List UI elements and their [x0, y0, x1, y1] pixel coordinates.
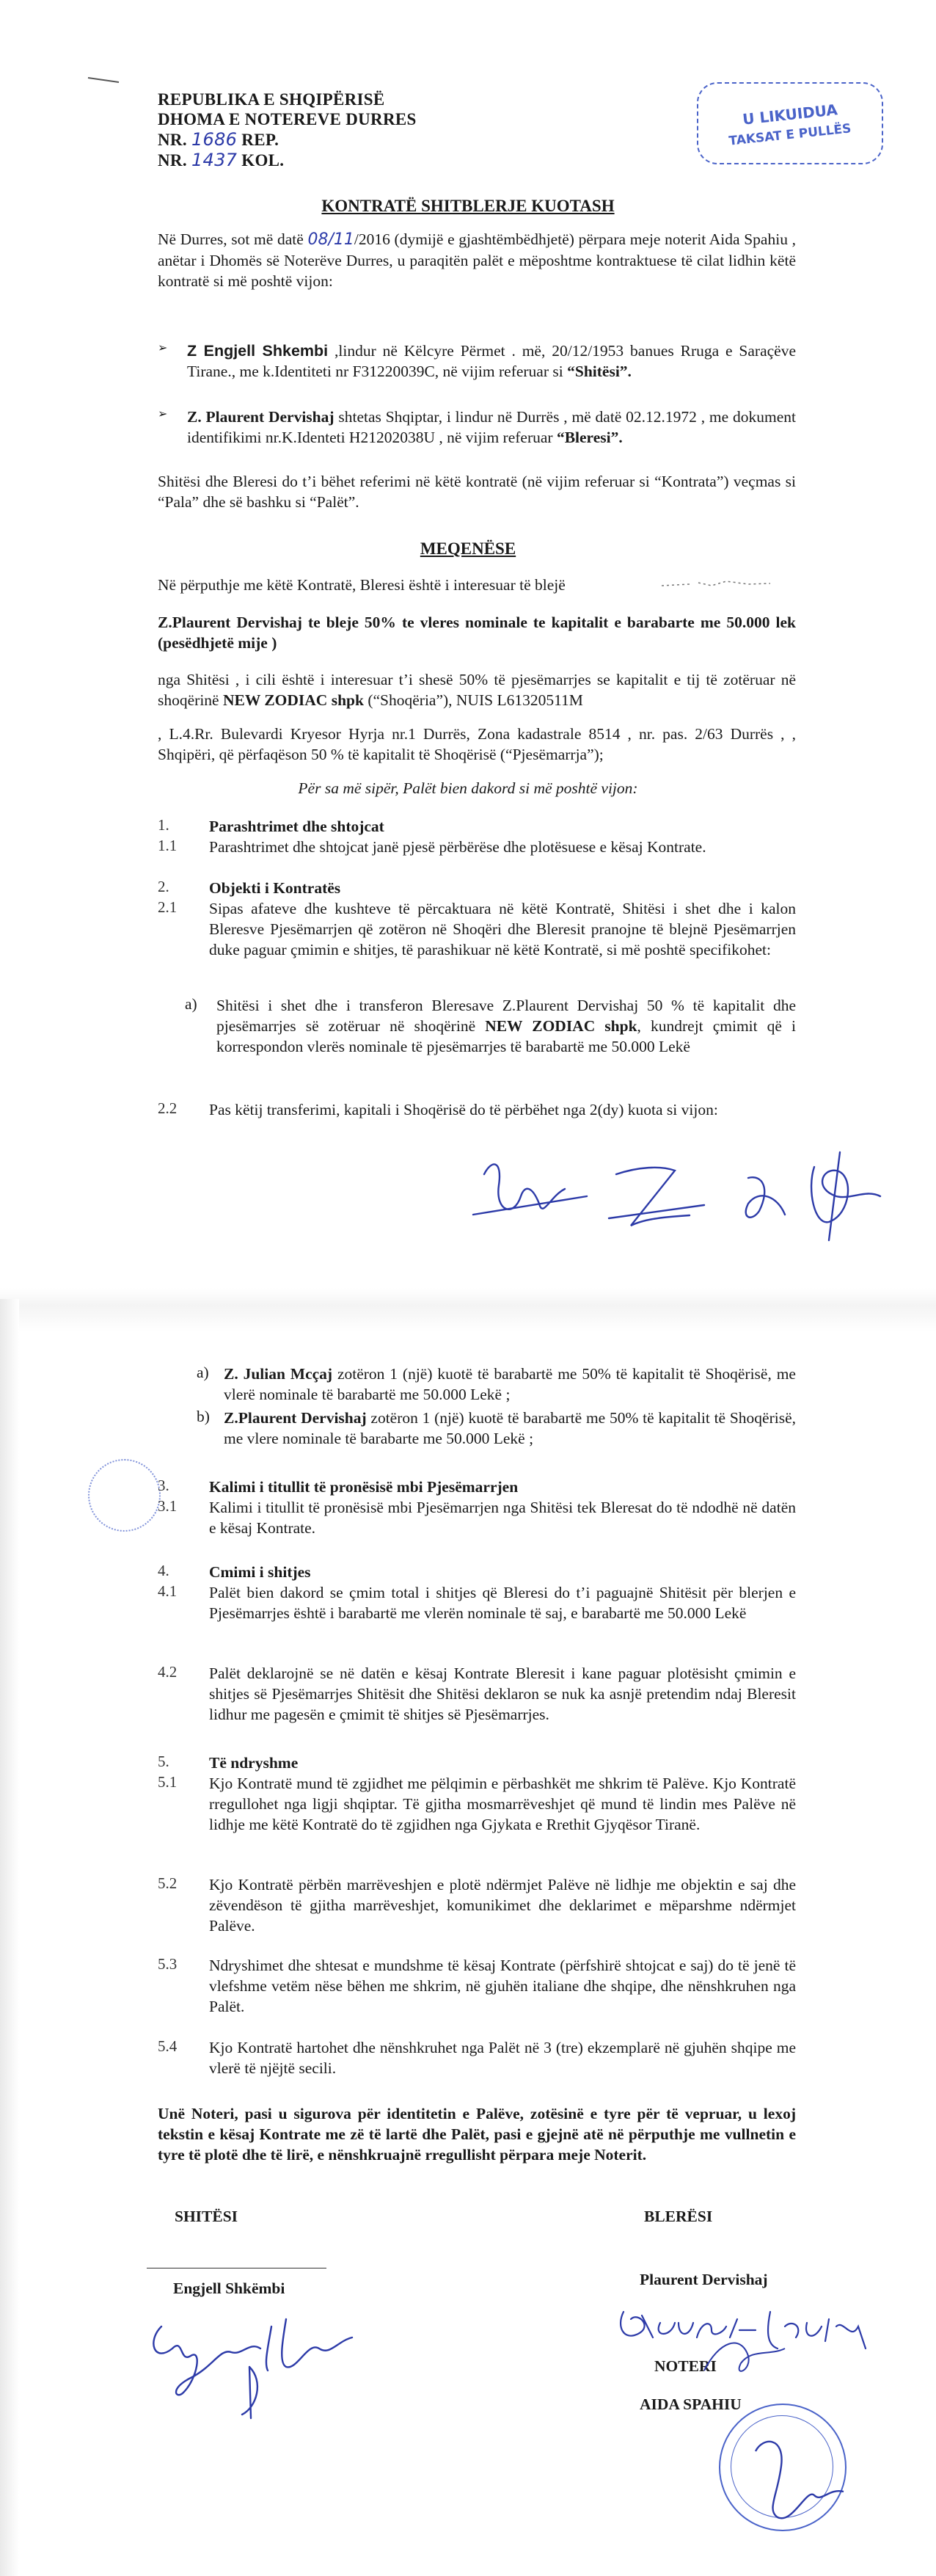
agreement-line: Për sa më sipër, Palët bien dakord si më poshtë vijon:	[298, 779, 638, 797]
whereas-p4: , L.4.Rr. Bulevardi Kryesor Hyrja nr.1 Durrës, Zona kadastrale 8514 , nr. pas. 2/63 Durrës , , Shqipëri, që përfaqëson 50 % të kapitalit të Shoqërisë (“Pjesëmarrja”);	[158, 725, 796, 763]
seller-signature	[139, 2297, 389, 2422]
item-a-text: Shitësi i shet dhe i transferon Bleresave Z.Plaurent Dervishaj 50 % të kapitalit dhe pjesëmarrjes së zotëruar në shoqërinë NEW ZODIAC shpk, kundrejt çmimit që i korrespondon vlerës nominale të pjesëmarrjes të barabartë me 50.000 Lekë	[216, 997, 797, 1055]
subsection-number: 3.1	[158, 1497, 178, 1515]
scribble-mark	[660, 577, 778, 592]
quota-julian: Z. Julian Mcçaj zotëron 1 (një) kuotë të barabartë me 50% të kapitalit të Shoqërisë, me vlerë nominale të barabartë me 50.000 Lekë ;	[224, 1365, 796, 1403]
section-number: 3.	[158, 1477, 169, 1494]
kol-number-handwritten: 1437	[191, 150, 238, 170]
pen-mark	[87, 73, 123, 85]
signature-mark	[609, 1205, 704, 1218]
header-kol-number: NR. 1437 KOL.	[158, 150, 285, 170]
section-title: Cmimi i shitjes	[209, 1563, 311, 1581]
section-2-2-text: Pas këtij transferimi, kapitali i Shoqërisë do të përbëhet nga 2(dy) kuota si vijon:	[209, 1101, 718, 1118]
section-text: Kjo Kontratë mund të zgjidhet me pëlqimin e përbashkët me shkrim të Palëve. Kjo Kontratë rregullohet nga ligji shqiptar. Të gjitha mosmarrëveshjet që mund të lindin mes Palëve në lidhje me këtë Kontratë do të zgjidhen nga Gjykata e Rrethit Gjyqësor Tiranë.	[209, 1775, 796, 1833]
section-text: Sipas afateve dhe kushteve të përcaktuara në këtë Kontratë, Shitësi i shet dhe i kalon Bleresve Pjesëmarrjen që zotëron në Shoqëri dhe Bleresit pranojne të blejnë Pjesëmarrjen duke paguar çmimin e shitjes, të parashikuar në këtë Kontratë, si më poshtë specifikohet:	[209, 900, 796, 958]
section-text: Parashtrimet dhe shtojcat janë pjesë përbërëse dhe plotësuese e kësaj Kontrate.	[209, 838, 706, 856]
notary-label: NOTERI	[654, 2357, 717, 2375]
notary-seal-signature	[741, 2429, 858, 2539]
signature-mark	[811, 1167, 880, 1222]
subsection-number: 5.2	[158, 1874, 178, 1892]
section-number: 4.	[158, 1562, 169, 1579]
quota-plaurent: Z.Plaurent Dervishaj zotëron 1 (një) kuotë të barabartë me 50% të kapitalit të Shoqërisë, me vlere nominale të barabarte me 50.000 Lekë ;	[224, 1409, 796, 1447]
subsection-number: 2.2	[158, 1099, 178, 1117]
side-stamp	[88, 1459, 161, 1532]
section-text: Ndryshimet dhe shtesat e mundshme të kësaj Kontrate (përfshirë shtojcat e saj) do të jenë të vlefshme vetëm nëse bëhen me shkrim, në gjuhën italiane dhe shqipe, dhe nënshkruhen nga Palët.	[209, 1957, 796, 2015]
section-title: Të ndryshme	[209, 1754, 299, 1772]
section-title: Kalimi i titullit të pronësisë mbi Pjesëmarrjen	[209, 1478, 519, 1496]
section-text: Kjo Kontratë përbën marrëveshjen e plotë ndërmjet Palëve në lidhje me objektin e saj dhe zëvendëson të gjitha marrëveshjet, komunikimet dhe deklarimet e mëparshme ndërmjet Palëve.	[209, 1876, 796, 1935]
subsection-number: 4.1	[158, 1582, 178, 1600]
reference-paragraph: Shitësi dhe Bleresi do t’i bëhet referimi në këtë kontratë (në vijim referuar si “Kontrata”) veçmas si “Pala” dhe së bashku si “Palët”.	[158, 473, 796, 511]
page-signatures	[469, 1145, 895, 1248]
rep-number-handwritten: 1686	[191, 129, 238, 150]
whereas-p1: Në përputhje me këtë Kontratë, Bleresi është i interesuar të blejë	[158, 576, 566, 594]
party-seller: Z Engjell Shkembi ,lindur në Këlcyre Përmet . më, 20/12/1953 banues Rruga e Saraçëve Tirane., me k.Identiteti nr F31220039C, në vijim referuar si “Shitësi”.	[187, 342, 796, 380]
section-number: 5.	[158, 1753, 169, 1770]
whereas-p3: nga Shitësi , i cili është i interesuar t’i shesë 50% të pjesëmarrjes se kapitalit e tij të zotëruar në shoqërinë NEW ZODIAC shpk (“Shoqëria”), NUIS L61320511M	[158, 671, 796, 709]
subsection-number: 4.2	[158, 1663, 178, 1681]
buyer-name: Plaurent Dervishaj	[640, 2271, 768, 2288]
section-number: 2.	[158, 878, 169, 895]
item-label: b)	[197, 1408, 210, 1425]
signature-mark	[746, 1177, 785, 1217]
header-chamber: DHOMA E NOTEREVE DURRES	[158, 110, 417, 128]
date-handwritten: 08/11	[307, 230, 354, 249]
section-text: Kalimi i titullit të pronësisë mbi Pjesëmarrjen nga Shitësi tek Bleresat do të ndodhë në datën e kësaj Kontrate.	[209, 1499, 796, 1537]
subsection-number: 2.1	[158, 898, 178, 916]
signature-mark	[616, 1168, 690, 1226]
section-title: Objekti i Kontratës	[209, 879, 341, 897]
item-label: a)	[197, 1364, 209, 1381]
subsection-number: 5.3	[158, 1955, 178, 1973]
section-text: Palët deklarojnë se në datën e kësaj Kontrate Bleresit i kane paguar plotësisht çmimin e shitjes së Pjesëmarrjes Shitësit dhe Shitësi deklaron se nuk ka asnjë pretendim ndaj Bleresit lidhur me pagesën e çmimit të shitjes së Pjesëmarrjes.	[209, 1664, 796, 1723]
party-marker: ➢	[158, 408, 168, 421]
seller-name: Engjell Shkëmbi	[173, 2280, 285, 2297]
whereas-title: MEQENËSE	[420, 539, 516, 558]
signature-mark	[473, 1196, 587, 1215]
subsection-number: 1.1	[158, 837, 178, 854]
subsection-number: 5.4	[158, 2037, 178, 2055]
intro-paragraph: Në Durres, sot më datë 08/11/2016 (dymijë e gjashtëmbëdhjetë) përpara meje noterit Aida Spahiu , anëtar i Dhomës së Noterëve Durres, u paraqitën palët e mëposhtme kontraktuese të cilat lidhin këtë kontratë si më poshtë vijon:	[158, 230, 796, 290]
subsection-number: 5.1	[158, 1773, 178, 1791]
section-text: Palët bien dakord se çmim total i shitjes që Bleresi do t’i paguajnë Shitësit për blerjen e Pjesëmarrjes është i barabartë me vlerën nominale të saj, e barabartë me 50.000 Lekë	[209, 1584, 796, 1622]
item-label: a)	[185, 995, 197, 1013]
notary-signature	[690, 2326, 807, 2385]
header-rep-number: NR. 1686 REP.	[158, 129, 279, 150]
party-marker: ➢	[158, 342, 168, 354]
section-text: Kjo Kontratë hartohet dhe nënshkruhet nga Palët në 3 (tre) ekzemplarë në gjuhën shqipe me vlerë të njëjtë secili.	[209, 2039, 796, 2077]
notary-name: AIDA SPAHIU	[640, 2395, 742, 2413]
page-edge-shadow	[0, 1299, 19, 2576]
contract-title: KONTRATË SHITBLERJE KUOTASH	[321, 197, 615, 215]
header-republic: REPUBLIKA E SHQIPËRISË	[158, 90, 385, 109]
section-title: Parashtrimet dhe shtojcat	[209, 818, 384, 835]
buyer-label: BLERËSI	[644, 2208, 713, 2225]
section-number: 1.	[158, 816, 169, 834]
notary-statement: Unë Noteri, pasi u sigurova për identitetin e Palëve, zotësinë e tyre për të vepruar, u lexoj tekstin e kësaj Kontrate me zë të lartë dhe Palët, pasi e gjejnë atë në përputhje me vullnetin e tyre të plotë dhe të lirë, e nënshkruajnë rregullisht përpara meje Noterit.	[158, 2105, 796, 2164]
tax-stamp: U LIKUIDUA TAKSAT E PULLËS	[697, 82, 883, 164]
whereas-p2: Z.Plaurent Dervishaj te bleje 50% te vleres nominale te kapitalit e barabarte me 50.000 lek (pesëdhjetë mije )	[158, 614, 796, 652]
seller-label: SHITËSI	[175, 2208, 238, 2225]
page-break	[0, 1288, 936, 1332]
party-buyer: Z. Plaurent Dervishaj shtetas Shqiptar, i lindur në Durrës , më datë 02.12.1972 , me dokument identifikimi nr.K.Identeti H21202038U , në vijim referuar “Bleresi”.	[187, 408, 796, 446]
